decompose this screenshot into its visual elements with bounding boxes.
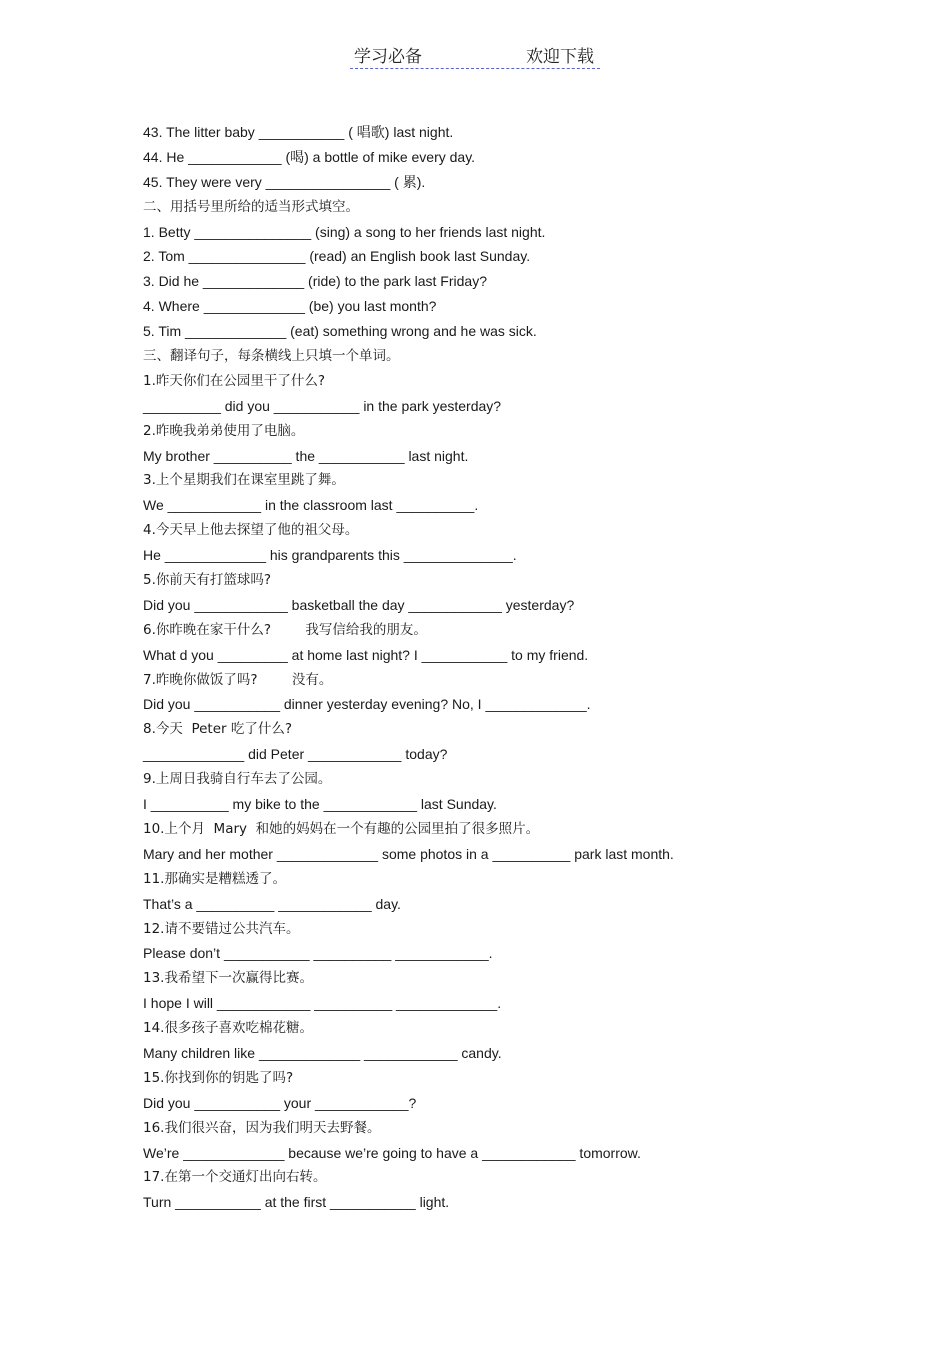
header-left-text: 学习必备 bbox=[354, 47, 422, 67]
translate-13-prompt: 13.我希望下一次赢得比赛。 bbox=[143, 970, 313, 987]
section-2-item-1: 1. Betty _______________ (sing) a song to her friends last night. bbox=[143, 223, 546, 240]
section-3-heading: 三、翻译句子，每条横线上只填一个单词。 bbox=[143, 348, 400, 365]
worksheet-content bbox=[143, 120, 863, 1215]
translate-1-answer: __________ did you ___________ in the park yesterday? bbox=[143, 397, 502, 414]
translate-11-answer: That’s a __________ ____________ day. bbox=[143, 895, 401, 912]
translate-5-answer: Did you ____________ basketball the day ____________ yesterday? bbox=[143, 596, 575, 613]
translate-5-prompt: 5.你前天有打篮球吗? bbox=[143, 572, 272, 589]
translate-11-prompt: 11.那确实是糟糕透了。 bbox=[143, 870, 286, 887]
translate-17-prompt: 17.在第一个交通灯出向右转。 bbox=[143, 1169, 327, 1186]
translate-14-prompt: 14.很多孩子喜欢吃棉花糖。 bbox=[143, 1020, 313, 1037]
translate-3-answer: We ____________ in the classroom last __________. bbox=[143, 497, 479, 514]
section-2-heading: 二、用括号里所给的适当形式填空。 bbox=[143, 198, 359, 215]
translate-8-answer: _____________ did Peter ____________ today? bbox=[143, 746, 448, 763]
translate-6-answer: What d you _________ at home last night? I ___________ to my friend. bbox=[143, 646, 589, 663]
translate-2-prompt: 2.昨晚我弟弟使用了电脑。 bbox=[143, 422, 305, 439]
translate-1-prompt: 1.昨天你们在公园里干了什么? bbox=[143, 372, 326, 389]
translate-15-prompt: 15.你找到你的钥匙了吗? bbox=[143, 1069, 294, 1086]
translate-10-prompt: 10.上个月 Mary 和她的妈妈在一个有趣的公园里拍了很多照片。 bbox=[143, 820, 540, 837]
translate-14-answer: Many children like _____________ ____________ candy. bbox=[143, 1044, 502, 1061]
translate-12-prompt: 12.请不要错过公共汽车。 bbox=[143, 920, 300, 937]
section-2-item-4: 4. Where _____________ (be) you last month? bbox=[143, 298, 437, 315]
exercise-44: 44. He ____________ (喝) a bottle of mike every day. bbox=[143, 148, 476, 165]
translate-15-answer: Did you ___________ your ____________? bbox=[143, 1094, 417, 1111]
exercise-45: 45. They were very ________________ ( 累). bbox=[143, 173, 426, 190]
section-2-item-3: 3. Did he _____________ (ride) to the park last Friday? bbox=[143, 273, 487, 290]
translate-6-prompt: 6.你昨晚在家干什么? 我写信给我的朋友。 bbox=[143, 621, 427, 638]
translate-8-prompt: 8.今天 Peter 吃了什么? bbox=[143, 721, 293, 738]
page-header bbox=[350, 40, 600, 69]
translate-13-answer: I hope I will ____________ __________ _____________. bbox=[143, 995, 502, 1012]
translate-16-answer: We’re _____________ because we’re going to have a ____________ tomorrow. bbox=[143, 1144, 641, 1161]
translate-9-answer: I __________ my bike to the ____________ last Sunday. bbox=[143, 796, 497, 813]
translate-9-prompt: 9.上周日我骑自行车去了公园。 bbox=[143, 771, 332, 788]
translate-10-answer: Mary and her mother _____________ some photos in a __________ park last month. bbox=[143, 845, 674, 862]
exercise-43: 43. The litter baby ___________ ( 唱歌) last night. bbox=[143, 124, 454, 140]
translate-16-prompt: 16.我们很兴奋，因为我们明天去野餐。 bbox=[143, 1119, 381, 1136]
translate-3-prompt: 3.上个星期我们在课室里跳了舞。 bbox=[143, 472, 345, 489]
translate-2-answer: My brother __________ the ___________ last night. bbox=[143, 447, 469, 464]
translate-4-prompt: 4.今天早上他去探望了他的祖父母。 bbox=[143, 522, 359, 539]
section-2-item-5: 5. Tim _____________ (eat) something wrong and he was sick. bbox=[143, 323, 537, 340]
translate-7-prompt: 7.昨晚你做饭了吗? 没有。 bbox=[143, 671, 333, 688]
translate-7-answer: Did you ___________ dinner yesterday evening? No, I _____________. bbox=[143, 696, 591, 713]
translate-17-answer: Turn ___________ at the first ___________ light. bbox=[143, 1194, 450, 1211]
header-right-text: 欢迎下载 bbox=[526, 47, 594, 67]
section-2-item-2: 2. Tom _______________ (read) an English book last Sunday. bbox=[143, 248, 531, 265]
translate-4-answer: He _____________ his grandparents this ______________. bbox=[143, 547, 517, 564]
translate-12-answer: Please don’t ___________ __________ ____________. bbox=[143, 945, 493, 962]
